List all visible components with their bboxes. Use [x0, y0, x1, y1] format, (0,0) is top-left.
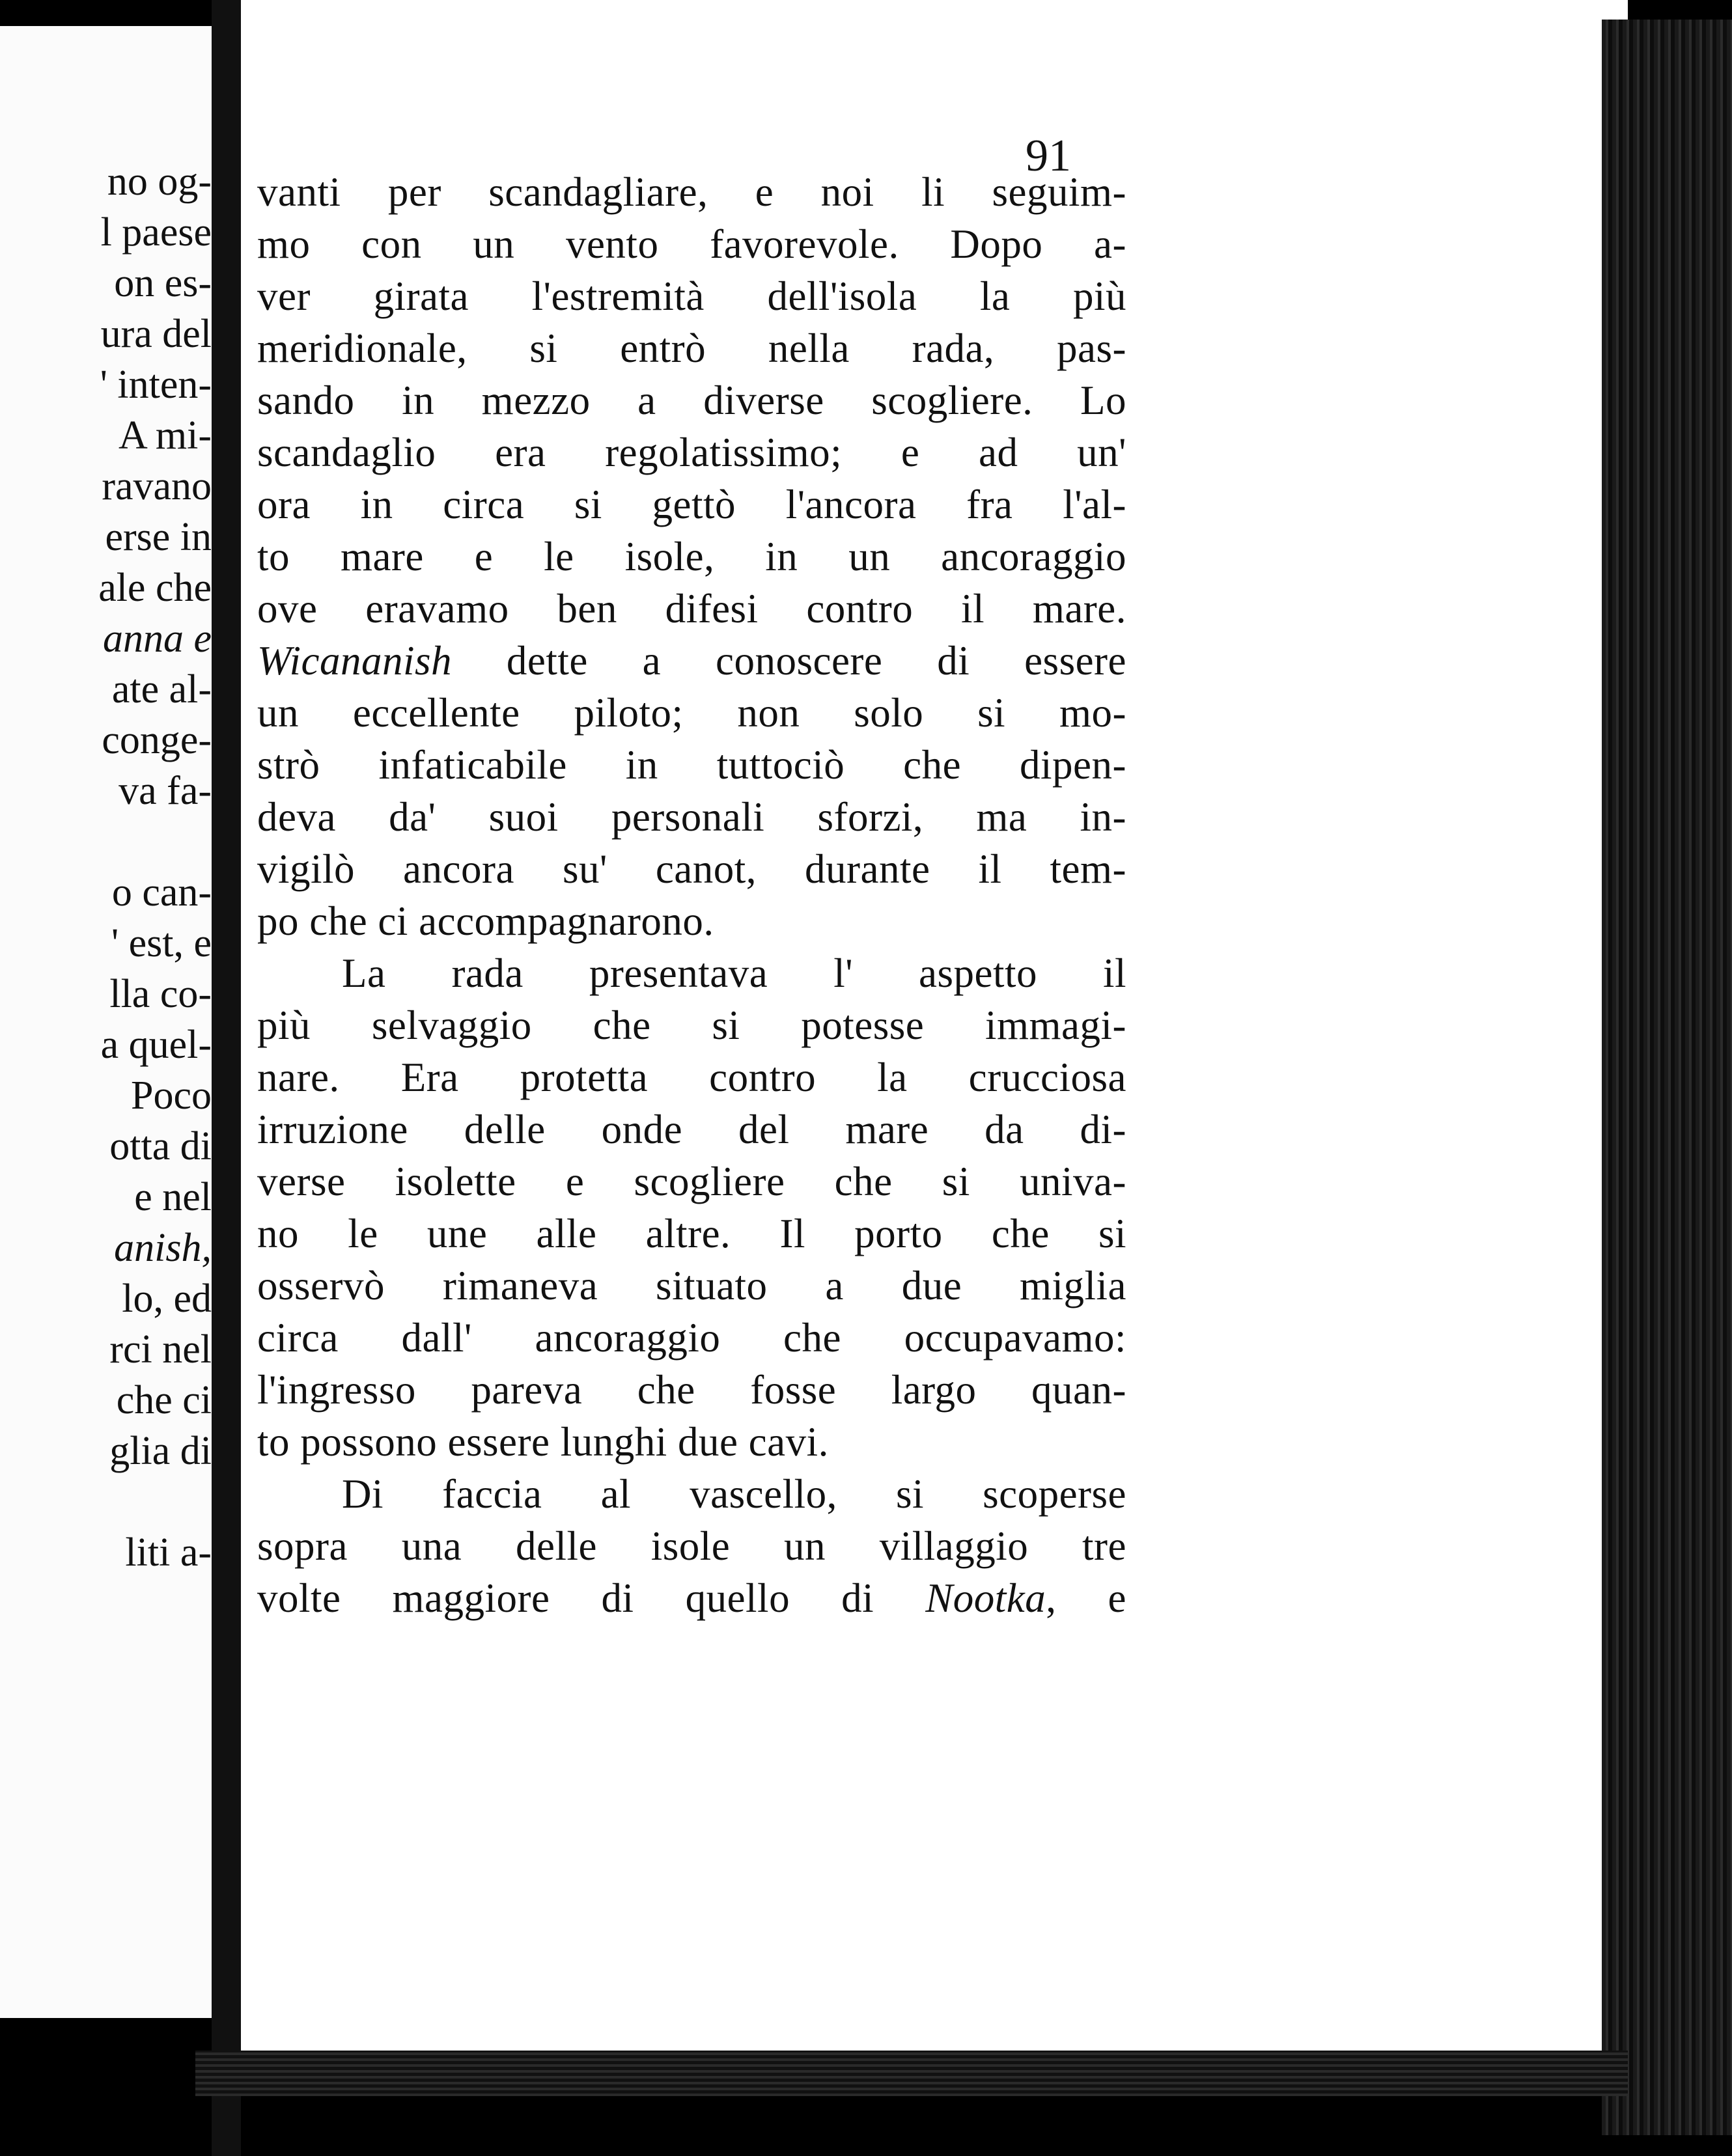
left-page-line: A mi-	[119, 413, 212, 458]
left-page-line: a quel-	[100, 1023, 212, 1067]
text-line: vanti per scandagliare, e noi li seguim-	[257, 169, 1126, 215]
text-line: ora in circa si gettò l'ancora fra l'al-	[257, 482, 1126, 527]
left-page-line: rci nel	[109, 1327, 212, 1372]
left-page-line: l paese	[100, 210, 212, 255]
text-line: sopra una delle isole un villaggio tre	[257, 1523, 1126, 1569]
text-line	[257, 635, 1126, 687]
text-line: po che ci accompagnarono.	[257, 898, 714, 944]
text-line: l'ingresso pareva che fosse largo quan-	[257, 1367, 1126, 1413]
text-line: no le une alle altre. Il porto che si	[257, 1211, 1126, 1256]
left-page-line: o can-	[111, 870, 212, 915]
left-page-line: conge-	[102, 718, 212, 762]
bottom-page-edges	[195, 2051, 1628, 2096]
left-page-line: ate al-	[111, 667, 212, 712]
left-page-line: lla co-	[109, 972, 212, 1016]
text-line: deva da' suoi personali sforzi, ma in-	[257, 794, 1126, 840]
text-line: meridionale, si entrò nella rada, pas-	[257, 325, 1126, 371]
left-page-line: no og-	[107, 159, 212, 204]
text-line: Di faccia al vascello, si scoperse	[342, 1471, 1126, 1517]
left-page-line: ura del	[100, 312, 212, 356]
left-page-line: va fa-	[119, 769, 212, 813]
text-run: , e	[1046, 1575, 1127, 1621]
left-page-line: on es-	[114, 261, 212, 305]
text-line: mo con un vento favorevole. Dopo a-	[257, 221, 1126, 267]
left-page-text	[0, 156, 212, 1578]
text-line: nare. Era protetta contro la crucciosa	[257, 1055, 1126, 1100]
text-line: verse isolette e scogliere che si univa-	[257, 1159, 1126, 1204]
text-line: ove eravamo ben difesi contro il mare.	[257, 586, 1126, 631]
text-line: strò infaticabile in tuttociò che dipen-	[257, 742, 1126, 788]
left-page-line	[0, 1476, 212, 1527]
italic-name: Wicananish	[257, 638, 452, 684]
left-facing-page	[0, 26, 212, 2018]
text-line: to possono essere lunghi due cavi.	[257, 1419, 829, 1465]
text-line	[257, 1572, 1126, 1624]
text-line: ver girata l'estremità dell'isola la più	[257, 273, 1126, 319]
book-gutter	[212, 0, 241, 2156]
left-page-line: ale che	[98, 566, 212, 610]
text-line: circa dall' ancoraggio che occupavamo:	[257, 1315, 1126, 1361]
left-page-line: liti a-	[125, 1530, 212, 1575]
text-line: vigilò ancora su' canot, durante il tem-	[257, 846, 1126, 892]
italic-name: Nootka	[925, 1575, 1046, 1621]
left-page-line: erse in	[105, 515, 212, 559]
text-line: osservò rimaneva situato a due miglia	[257, 1263, 1126, 1308]
left-page-line: e nel	[134, 1175, 212, 1219]
left-page-line: anish,	[114, 1226, 212, 1270]
text-line: scandaglio era regolatissimo; e ad un'	[257, 430, 1126, 475]
left-page-line: anna e	[102, 616, 212, 661]
left-page-line: glia di	[109, 1429, 212, 1473]
text-line: La rada presentava l' aspetto il	[342, 950, 1126, 996]
text-line: irruzione delle onde del mare da di-	[257, 1107, 1126, 1152]
text-line: più selvaggio che si potesse immagi-	[257, 1002, 1126, 1048]
left-page-line	[0, 816, 212, 867]
page-body-text	[257, 166, 1126, 1624]
text-line: un eccellente piloto; non solo si mo-	[257, 690, 1126, 736]
text-run: volte maggiore di quello di	[257, 1575, 926, 1621]
left-page-line: otta di	[109, 1124, 212, 1168]
left-page-line: che ci	[116, 1378, 212, 1422]
left-page-line: ravano	[102, 464, 212, 508]
text-run: dette a conoscere di essere	[452, 638, 1126, 684]
text-line: sando in mezzo a diverse scogliere. Lo	[257, 378, 1126, 423]
left-page-line: Poco	[131, 1073, 212, 1118]
page-edges	[1602, 20, 1732, 2135]
text-line: to mare e le isole, in un ancoraggio	[257, 534, 1126, 579]
left-page-line: ' est, e	[111, 921, 212, 965]
left-page-line: ' inten-	[100, 363, 212, 407]
page-number: 91	[1026, 131, 1071, 181]
left-page-line: lo, ed	[122, 1277, 212, 1321]
